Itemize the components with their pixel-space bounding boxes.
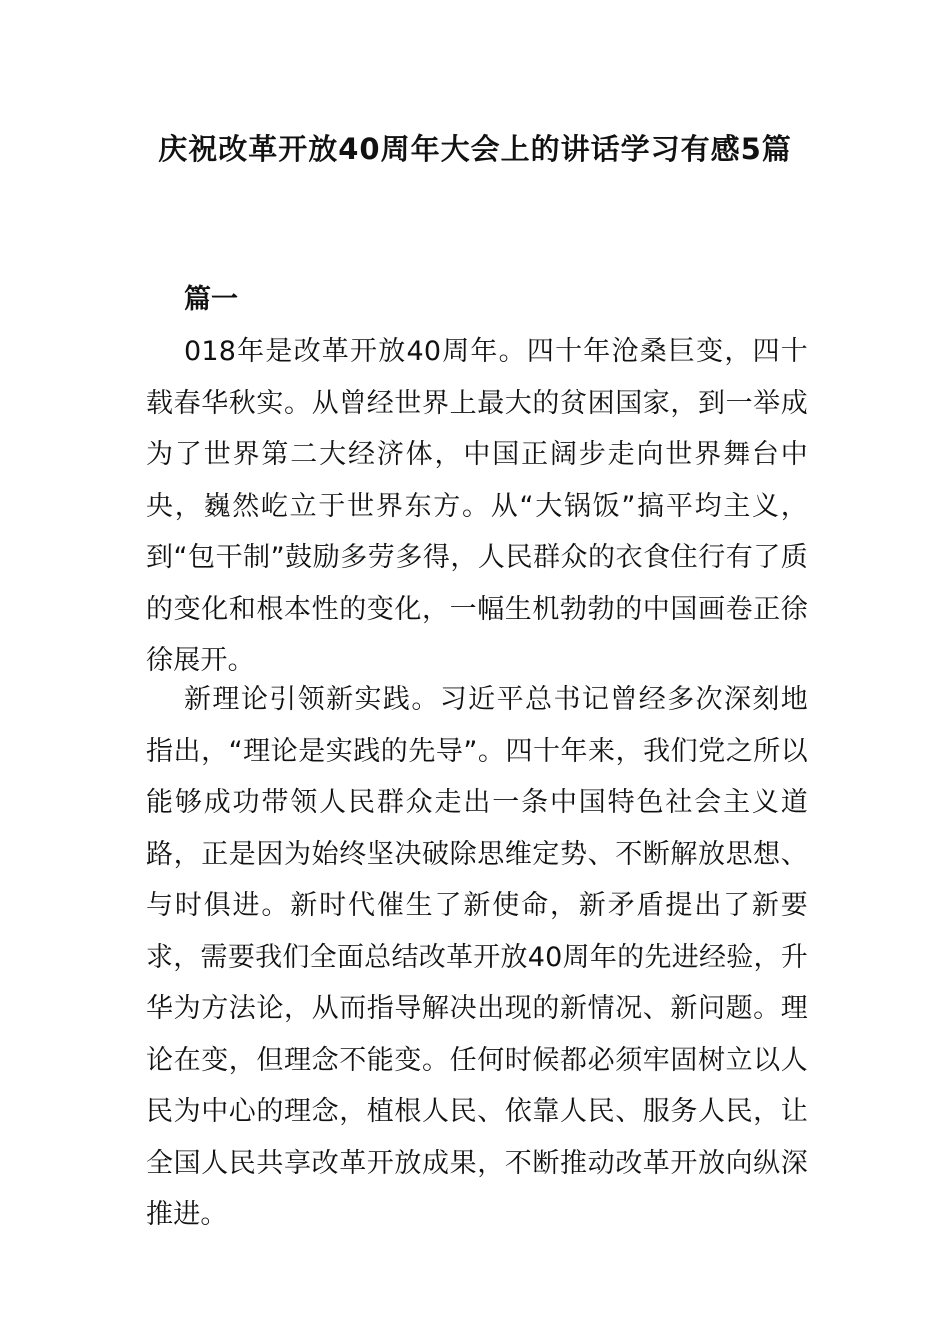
paragraph-1: 018年是改革开放40周年。四十年沧桑巨变，四十载春华秋实。从曾经世界上最大的贫困国家，到一举成为了世界第二大经济体，中国正阔步走向世界舞台中央，巍然屹立于世界东方。从“大锅饭”搞平均主义，到“包干制”鼓励多劳多得，人民群众的衣食住行有了质的变化和根本性的变化，一幅生机勃勃的中国画卷正徐徐展开。 xyxy=(146,336,808,676)
section-heading: 篇一 xyxy=(184,284,238,315)
paragraph-2: 新理论引领新实践。习近平总书记曾经多次深刻地指出，“理论是实践的先导”。四十年来，我们党之所以能够成功带领人民群众走出一条中国特色社会主义道路，正是因为始终坚决破除思维定势、不断解放思想、与时俱进。新时代催生了新使命，新矛盾提出了新要求，需要我们全面总结改革开放40周年的先进经验，升华为方法论，从而指导解决出现的新情况、新问题。理论在变，但理念不能变。任何时候都必须牢固树立以人民为中心的理念，植根人民、依靠人民、服务人民，让全国人民共享改革开放成果，不断推动改革开放向纵深推进。 xyxy=(146,684,808,1230)
document-title: 庆祝改革开放40周年大会上的讲话学习有感5篇 xyxy=(158,132,792,166)
